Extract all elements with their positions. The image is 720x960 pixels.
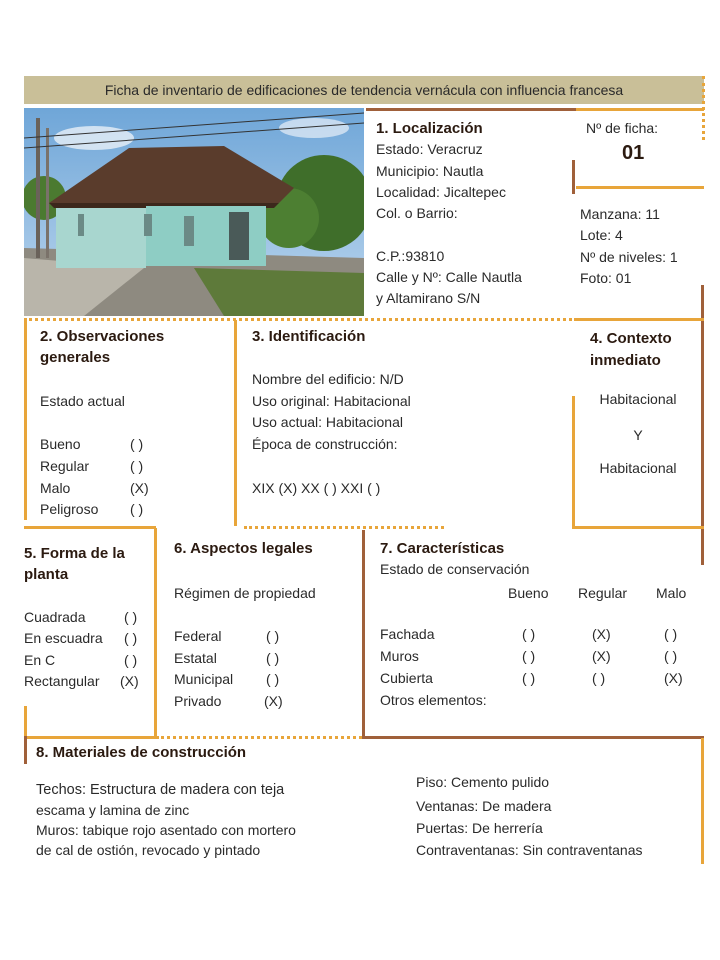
- contraventanas-field: Contraventanas: Sin contraventanas: [416, 842, 643, 858]
- aspectos-heading: 6. Aspectos legales: [174, 540, 313, 557]
- regimen-label: Régimen de propiedad: [174, 585, 316, 601]
- caracteristicas-heading: 7. Características: [380, 540, 505, 557]
- contexto-heading-1: 4. Contexto: [590, 330, 672, 347]
- puertas-field: Puertas: De herrería: [416, 820, 543, 836]
- contexto-heading-2: inmediato: [590, 352, 661, 369]
- materiales-top-rule-left: [24, 736, 156, 739]
- ficha-top-rule: [576, 108, 704, 111]
- municipio-field: Municipio: Nautla: [376, 163, 484, 179]
- caract-row-mark: ( ): [522, 648, 536, 664]
- uso-actual-field: Uso actual: Habitacional: [252, 414, 403, 430]
- contexto-left-rule: [572, 396, 575, 528]
- lote-field: Lote: 4: [580, 227, 623, 243]
- row1-dotted-rule: [24, 318, 572, 321]
- estado-actual-label: Estado actual: [40, 393, 125, 409]
- obs-left-rule: [24, 320, 27, 520]
- contexto-line-3: Habitacional: [599, 460, 677, 476]
- forma-heading-2: planta: [24, 566, 69, 583]
- caract-row-label: Cubierta: [380, 670, 433, 686]
- ident-left-rule: [234, 320, 237, 526]
- ficha-label: Nº de ficha:: [586, 120, 659, 136]
- ficha-number: 01: [622, 142, 645, 164]
- estado-row-label: Peligroso: [40, 501, 99, 517]
- manzana-field: Manzana: 11: [580, 206, 660, 222]
- observaciones-heading-1: 2. Observaciones: [40, 328, 165, 345]
- aspectos-row-mark: ( ): [266, 650, 280, 666]
- contexto-top-rule: [574, 318, 704, 321]
- aspectos-row-label: Municipal: [174, 671, 234, 687]
- caract-row-mark: (X): [664, 670, 683, 686]
- muros-line-1: Muros: tabique rojo asentado con mortero: [36, 822, 296, 838]
- nombre-field: Nombre del edificio: N/D: [252, 371, 404, 387]
- caract-row-mark: (X): [592, 626, 611, 642]
- niveles-field: Nº de niveles: 1: [580, 249, 678, 265]
- foto-field: Foto: 01: [580, 270, 632, 286]
- estado-row-label: Bueno: [40, 436, 81, 452]
- estado-row-label: Malo: [40, 480, 71, 496]
- estado-row-mark: ( ): [130, 458, 144, 474]
- calle-field-line1: Calle y Nº: Calle Nautla: [376, 269, 522, 285]
- epoca-field: Época de construcción:: [252, 436, 398, 452]
- aspectos-row-mark: ( ): [266, 671, 280, 687]
- row2-dotted-rule: [244, 526, 444, 529]
- forma-right-rule: [154, 528, 157, 736]
- col-bueno-header: Bueno: [508, 585, 549, 601]
- aspectos-row-label: Estatal: [174, 650, 217, 666]
- caract-row-label: Muros: [380, 648, 419, 664]
- materiales-left-rule: [24, 736, 27, 764]
- caract-row-mark: ( ): [592, 670, 606, 686]
- localidad-field: Localidad: Jicaltepec: [376, 184, 506, 200]
- house-photo-drawing: [24, 108, 364, 316]
- forma-row-mark: ( ): [124, 609, 138, 625]
- caract-row-mark: ( ): [522, 626, 536, 642]
- aspectos-row-mark: (X): [264, 693, 283, 709]
- house-photo: [24, 108, 364, 316]
- forma-row-label: Cuadrada: [24, 609, 86, 625]
- aspectos-row-mark: ( ): [266, 628, 280, 644]
- ficha-bottom-rule: [576, 186, 704, 189]
- forma-row-mark: ( ): [124, 630, 138, 646]
- piso-field: Piso: Cemento pulido: [416, 774, 550, 790]
- aspectos-right-rule: [362, 530, 365, 736]
- title-bar: [24, 76, 704, 104]
- forma-row-label: En escuadra: [24, 630, 103, 646]
- caract-row-mark: ( ): [522, 670, 536, 686]
- forma-left-rule: [24, 706, 27, 738]
- estado-row-label: Regular: [40, 458, 90, 474]
- forma-row-mark: (X): [120, 673, 139, 689]
- localizacion-heading: 1. Localización: [376, 120, 483, 137]
- contexto-bottom-rule: [572, 526, 704, 529]
- col-malo-header: Malo: [656, 585, 687, 601]
- ventanas-field: Ventanas: De madera: [416, 798, 552, 814]
- document-title: Ficha de inventario de edificaciones de tendencia vernácula con influencia francesa: [104, 82, 624, 98]
- ficha-side-rule: [572, 160, 575, 194]
- caract-row-mark: ( ): [664, 626, 678, 642]
- estado-field: Estado: Veracruz: [376, 141, 483, 157]
- observaciones-heading-2: generales: [40, 349, 111, 366]
- otros-elementos-label: Otros elementos:: [380, 692, 487, 708]
- caract-row-label: Fachada: [380, 626, 435, 642]
- caract-row-mark: (X): [592, 648, 611, 664]
- forma-heading-1: 5. Forma de la: [24, 545, 125, 562]
- right-edge-rule: [701, 285, 704, 565]
- col-regular-header: Regular: [578, 585, 628, 601]
- calle-field-line2: y Altamirano S/N: [376, 290, 481, 306]
- materiales-top-rule-right: [362, 736, 704, 739]
- caract-row-mark: ( ): [664, 648, 678, 664]
- forma-row-label: En C: [24, 652, 56, 668]
- muros-line-2: de cal de ostión, revocado y pintado: [36, 842, 261, 858]
- forma-top-rule: [24, 526, 156, 529]
- forma-row-mark: ( ): [124, 652, 138, 668]
- siglos-field: XIX (X) XX ( ) XXI ( ): [252, 480, 381, 496]
- estado-row-mark: (X): [130, 480, 149, 496]
- cp-field: C.P.:93810: [376, 248, 445, 264]
- contexto-line-2: Y: [633, 427, 643, 443]
- estado-row-mark: ( ): [130, 436, 144, 452]
- contexto-line-1: Habitacional: [599, 391, 677, 407]
- estado-row-mark: ( ): [130, 501, 144, 517]
- loc-top-rule: [366, 108, 576, 111]
- techos-line-1: Techos: Estructura de madera con teja: [36, 782, 285, 798]
- techos-line-2: escama y lamina de zinc: [36, 802, 190, 818]
- row3-dotted-rule: [156, 736, 362, 739]
- colonia-field: Col. o Barrio:: [376, 205, 458, 221]
- materiales-right-rule: [701, 738, 704, 864]
- forma-row-label: Rectangular: [24, 673, 100, 689]
- aspectos-row-label: Privado: [174, 693, 222, 709]
- identificacion-heading: 3. Identificación: [252, 328, 366, 345]
- materiales-heading: 8. Materiales de construcción: [36, 744, 247, 761]
- conservacion-label: Estado de conservación: [380, 561, 530, 577]
- aspectos-row-label: Federal: [174, 628, 222, 644]
- uso-original-field: Uso original: Habitacional: [252, 393, 411, 409]
